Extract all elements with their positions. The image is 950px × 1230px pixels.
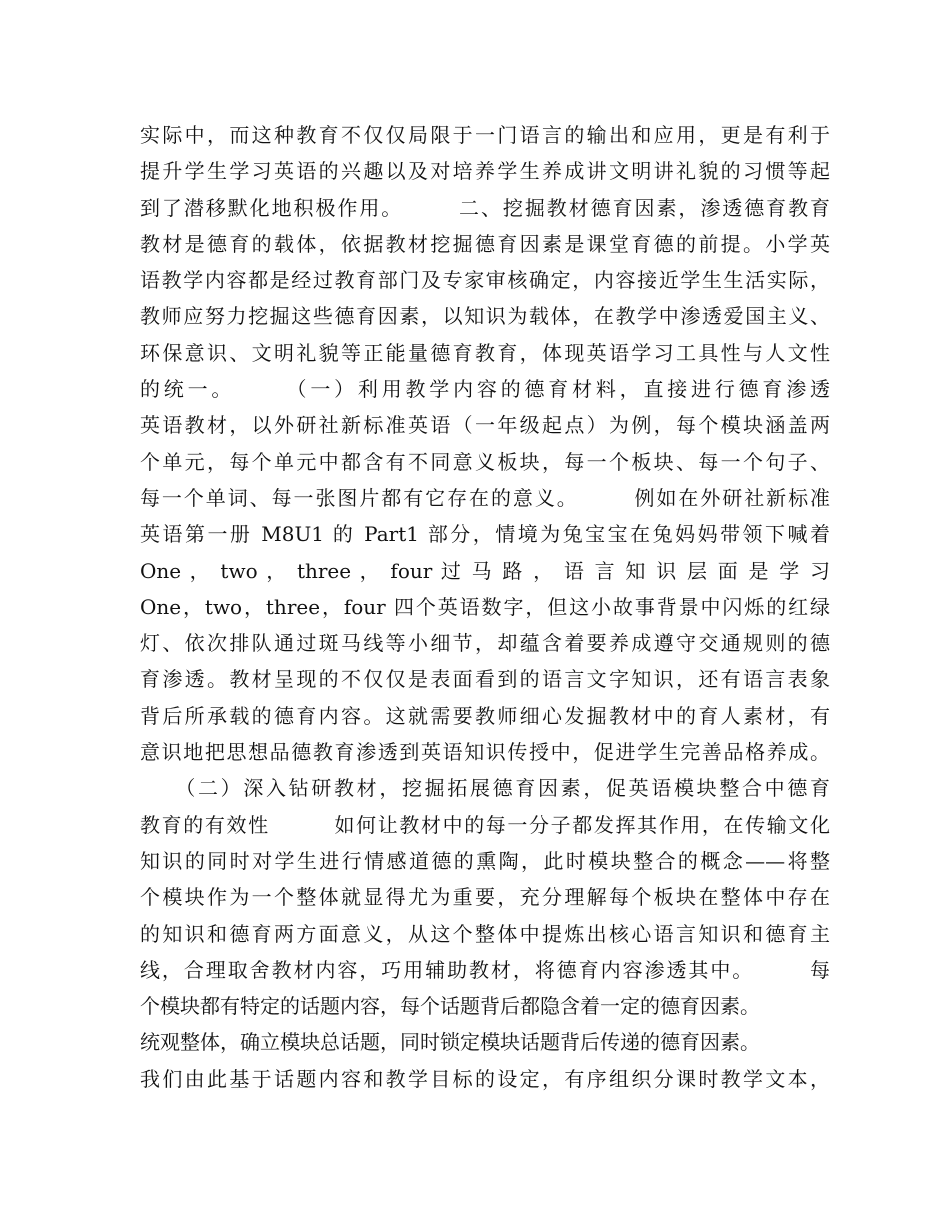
text-line: 提升学生学习英语的兴趣以及对培养学生养成讲文明讲礼貌的习惯等起 (140, 159, 830, 184)
text-line: 个模块作为一个整体就显得尤为重要，充分理解每个板块在整体中存在 (140, 885, 830, 910)
document-body (140, 117, 830, 1097)
text-line: 育渗透。教材呈现的不仅仅是表面看到的语言文字知识，还有语言表象 (140, 667, 830, 692)
text-line: 环保意识、文明礼貌等正能量德育教育，体现英语学习工具性与人文性 (140, 340, 830, 365)
text-line: 教育的有效性 如何让教材中的每一分子都发挥其作用，在传输文化 (140, 812, 830, 837)
text-line: 我们由此基于话题内容和教学目标的设定，有序组织分课时教学文本， (140, 1066, 830, 1091)
text-line: 教师应努力挖掘这些德育因素，以知识为载体，在教学中渗透爱国主义、 (140, 304, 830, 329)
text-line: 英语第一册 M8U1 的 Part1 部分，情境为兔宝宝在兔妈妈带领下喊着 (140, 522, 830, 547)
text-line: 实际中，而这种教育不仅仅局限于一门语言的输出和应用，更是有利于 (140, 123, 830, 147)
text-line: 的统一。 （一）利用教学内容的德育材料，直接进行德育渗透 (140, 377, 830, 402)
text-line: 知识的同时对学生进行情感道德的熏陶，此时模块整合的概念——将整 (140, 848, 830, 873)
text-line: （二）深入钻研教材，挖掘拓展德育因素，促英语模块整合中德育 (140, 776, 830, 801)
text-line: 个模块都有特定的话题内容，每个话题背后都隐含着一定的德育因素。 (140, 994, 760, 1019)
text-line: 每一个单词、每一张图片都有它存在的意义。 例如在外研社新标准 (140, 485, 830, 510)
text-line: 到了潜移默化地积极作用。 二、挖掘教材德育因素，渗透德育教育 (140, 195, 830, 220)
text-line: 教材是德育的载体，依据教材挖掘德育因素是课堂育德的前提。小学英 (140, 231, 830, 256)
text-line: One，two，three，four 四个英语数字，但这小故事背景中闪烁的红绿 (140, 594, 830, 619)
text-line: 意识地把思想品德教育渗透到英语知识传授中，促进学生完善品格养成。 (140, 740, 830, 765)
text-line: 线，合理取舍教材内容，巧用辅助教材，将德育内容渗透其中。 每 (140, 957, 830, 982)
text-line: 英语教材，以外研社新标准英语（一年级起点）为例，每个模块涵盖两 (140, 413, 830, 438)
text-line: 灯、依次排队通过斑马线等小细节，却蕴含着要养成遵守交通规则的德 (140, 631, 830, 656)
text-line: 语教学内容都是经过教育部门及专家审核确定，内容接近学生生活实际， (140, 268, 830, 293)
text-line: 的知识和德育两方面意义，从这个整体中提炼出核心语言知识和德育主 (140, 921, 830, 946)
text-line: One ， two ， three ， four 过 马 路 ， 语 言 知 识 层 面 是 学 习 (140, 558, 830, 583)
text-line: 统观整体，确立模块总话题，同时锁定模块话题背后传递的德育因素。 (140, 1030, 760, 1055)
text-line: 背后所承载的德育内容。这就需要教师细心发掘教材中的育人素材，有 (140, 703, 830, 728)
text-line: 个单元，每个单元中都含有不同意义板块，每一个板块、每一个句子、 (140, 449, 830, 474)
